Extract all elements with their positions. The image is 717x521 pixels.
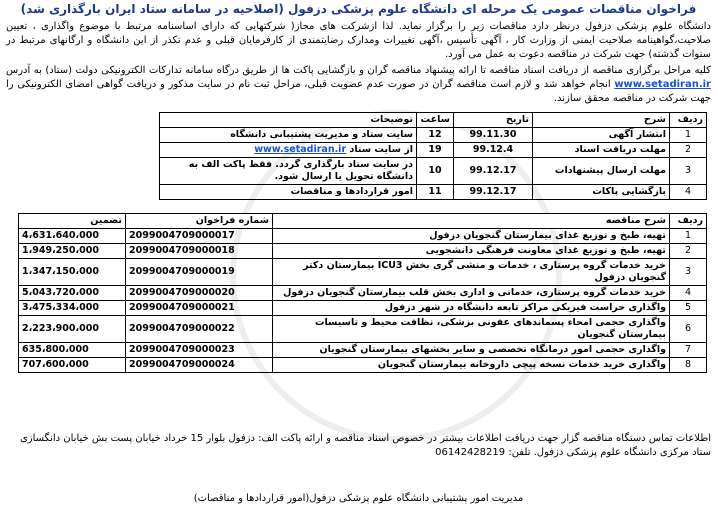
row-note-text: از سایت ستاد [349, 144, 413, 155]
row-number: 6 [670, 316, 707, 343]
row-code: 2099004709000019 [126, 259, 273, 286]
tenders-table [18, 213, 707, 373]
row-number: 2 [670, 143, 707, 158]
intro-paragraph: دانشگاه علوم پزشکی دزفول درنظر دارد مناقصات زیر را برگزار نماید. لذا ازشرکت های مجاز( شرکتهایی که دارای اساسنامه مرتبط با موضوع واگذاری ، تعیین صلاحیت،گواهینامه صلاحیت ایمنی از وزارت کار ، آگهی تأسیس ،آگهی تغییرات ومدارک رضایتمندی از کارفرمایان قبلی و عدم تکذر از این دانشگاه و ارگانهای مرتبط در سنوات گذشته) جهت شرکت در مناقصه دعوت به عمل می آورد. [6, 21, 711, 60]
row-number: 5 [670, 301, 707, 316]
row-date: 99.12.17 [454, 158, 533, 185]
row-code: 2099004709000020 [126, 286, 273, 301]
process-paragraph [6, 64, 711, 106]
row-code: 2099004709000017 [126, 229, 273, 244]
table-row [19, 316, 707, 343]
tenders-header-row-number: ردیف [670, 214, 707, 229]
table-row [19, 343, 707, 358]
row-amount: 4،631،640،000 [19, 229, 126, 244]
row-desc: واگذاری حراست فیزیکی مراکز تابعه دانشگاه در شهر دزفول [273, 301, 670, 316]
row-amount: 1،949،250،000 [19, 244, 126, 259]
schedule-header-note: توضیحات [160, 113, 417, 128]
row-number: 2 [670, 244, 707, 259]
table-row [160, 143, 707, 158]
row-note: در سایت ستاد بارگذاری گردد. فقط پاکت الف به دانشگاه تحویل یا ارسال شود. [160, 158, 417, 185]
table-row [160, 128, 707, 143]
tenders-header-code: شماره فراخوان [126, 214, 273, 229]
row-date: 99.12.17 [454, 185, 533, 200]
table-row [19, 229, 707, 244]
table-row [19, 244, 707, 259]
row-desc: خرید خدمات گروه پرستاری، خدماتی و اداری بخش قلب بیمارستان گنجویان دزفول [273, 286, 670, 301]
row-number: 7 [670, 343, 707, 358]
process-text-after: انجام خواهد شد و لازم است مناقصه گران در صورت عدم عضویت قبلی، مراحل ثبت نام در سایت مذکور و دریافت گواهی امضای الکترونیکی را جهت شرکت در مناقصه محقق سازند. [6, 79, 711, 104]
schedule-header-row [160, 113, 707, 128]
row-desc: خرید خدمات گروه پرستاری ، خدمات و منشی گری بخش ICU3 بیمارستان دکتر گنجویان دزفول [273, 259, 670, 286]
row-number: 3 [670, 158, 707, 185]
row-time: 10 [417, 158, 454, 185]
setadiran-link[interactable]: www.setadiran.ir [254, 144, 347, 155]
table-row [19, 301, 707, 316]
row-desc: مهلت ارسال پیشنهادات [533, 158, 670, 185]
tenders-header-desc: شرح مناقصه [273, 214, 670, 229]
row-code: 2099004709000023 [126, 343, 273, 358]
row-date: 99.12.4 [454, 143, 533, 158]
setadiran-link[interactable]: www.setadiran.ir [614, 79, 711, 90]
row-number: 1 [670, 229, 707, 244]
row-amount: 5،043،720،000 [19, 286, 126, 301]
table-row [19, 358, 707, 373]
row-desc: مهلت دریافت اسناد [533, 143, 670, 158]
row-note [160, 143, 417, 158]
row-amount: 635،800،000 [19, 343, 126, 358]
row-note: امور قراردادها و مناقصات [160, 185, 417, 200]
row-amount: 3،475،334،000 [19, 301, 126, 316]
schedule-header-row-number: ردیف [670, 113, 707, 128]
schedule-table [159, 112, 707, 200]
row-desc: بازگشایی پاکات [533, 185, 670, 200]
row-time: 11 [417, 185, 454, 200]
table-row [19, 259, 707, 286]
notice-title: فراخوان مناقصات عمومی یک مرحله ای دانشگاه علوم پزشکی دزفول (اصلاحیه در سامانه ستاد ایران بارگذاری شد) [20, 2, 697, 16]
row-desc: انتشار آگهی [533, 128, 670, 143]
row-number: 1 [670, 128, 707, 143]
table-row [160, 185, 707, 200]
row-desc: واگذاری حجمی امحاء پسماندهای عفونی بزشکی، نظافت محیط و تاسیسات بیمارستان گنجویان [273, 316, 670, 343]
row-date: 99.11.30 [454, 128, 533, 143]
row-amount: 707،600،000 [19, 358, 126, 373]
row-time: 12 [417, 128, 454, 143]
row-number: 8 [670, 358, 707, 373]
table-row [160, 158, 707, 185]
row-number: 4 [670, 185, 707, 200]
row-desc: واگذاری خرید خدمات نسخه پیچی داروخانه بیمارستان گنجویان [273, 358, 670, 373]
signature-line: مدیریت امور پشتیبانی دانشگاه علوم پزشکی دزفول(امور قراردادها و مناقصات) [193, 493, 524, 504]
schedule-header-date: تاریخ [454, 113, 533, 128]
row-code: 2099004709000018 [126, 244, 273, 259]
row-code: 2099004709000024 [126, 358, 273, 373]
row-number: 3 [670, 259, 707, 286]
row-amount: 2،223،900،000 [19, 316, 126, 343]
row-note: سایت ستاد و مدیریت پشتیبانی دانشگاه [160, 128, 417, 143]
schedule-header-desc: شرح [533, 113, 670, 128]
row-amount: 1،347،150،000 [19, 259, 126, 286]
row-code: 2099004709000022 [126, 316, 273, 343]
tenders-header-amount: تضمین [19, 214, 126, 229]
row-time: 19 [417, 143, 454, 158]
row-desc: واگذاری حجمی امور درمانگاه تخصصی و سایر بخشهای بیمارستان گنجویان [273, 343, 670, 358]
row-number: 4 [670, 286, 707, 301]
process-text-before: کلیه مراحل برگزاری مناقصه از دریافت اسناد مناقصه تا ارائه پیشنهاد مناقصه گران و بازگشایی پاکت ها از طریق درگاه سامانه تدارکات الکترونیکی دولت (ستاد) به آدرس [6, 65, 711, 76]
tenders-header-row [19, 214, 707, 229]
contact-info: اطلاعات تماس دستگاه مناقصه گزار جهت دریافت اطلاعات بیشتر در خصوص اسناد مناقصه و ارائه پاکت الف: دزفول بلوار 15 خرداد خیابان پست بش خیابان دانگسازی ستاد مرکزی دانشگاه علوم پزشکی دزفول. تلفن: 06142428219 [19, 433, 711, 458]
row-code: 2099004709000021 [126, 301, 273, 316]
schedule-header-time: ساعت [417, 113, 454, 128]
row-desc: تهیه، طبخ و توزیع غذای معاونت فرهنگی دانشجویی [273, 244, 670, 259]
table-row [19, 286, 707, 301]
row-desc: تهیه، طبخ و توزیع غذای بیمارستان گنجویان دزفول [273, 229, 670, 244]
